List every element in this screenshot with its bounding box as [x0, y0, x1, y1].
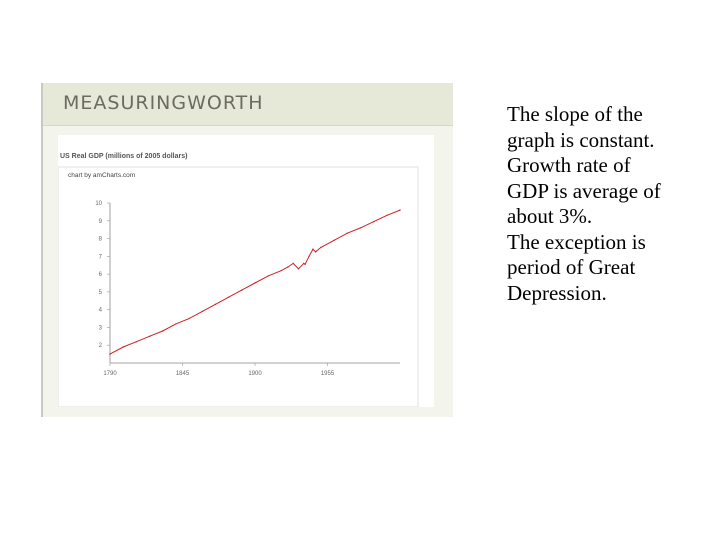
slide-text-line: Depression. — [507, 280, 607, 305]
chart-credit: chart by amCharts.com — [68, 172, 136, 179]
gdp-data-point — [188, 318, 189, 319]
gdp-data-point — [320, 247, 321, 248]
y-tick-label: 9 — [98, 218, 102, 225]
x-tick-label: 1955 — [320, 371, 335, 377]
y-tick-label: 2 — [98, 343, 102, 350]
gdp-data-point — [308, 256, 309, 257]
gdp-data-point — [360, 227, 361, 228]
gdp-data-point — [373, 221, 374, 222]
slide-text-line: GDP is average of — [507, 178, 661, 203]
gdp-line-chart — [58, 135, 434, 407]
slide-text-line: The exception is — [507, 229, 646, 254]
y-tick-label: 6 — [98, 272, 102, 279]
chart-container — [58, 135, 434, 407]
x-tick-label: 1900 — [248, 371, 262, 377]
gdp-data-point — [122, 346, 123, 347]
y-tick-label: 4 — [98, 307, 102, 314]
gdp-data-point — [175, 323, 176, 324]
y-tick-label: 7 — [98, 254, 102, 261]
slide-text-line: Growth rate of — [507, 153, 631, 177]
slide-text-line: graph is constant. — [507, 127, 655, 152]
gdp-data-point — [202, 311, 203, 312]
gdp-data-point — [287, 266, 288, 267]
gdp-data-point — [347, 233, 348, 234]
slide-text-line: about 3%. — [507, 204, 593, 228]
gdp-data-point — [281, 270, 282, 271]
brand-header — [43, 83, 453, 126]
gdp-data-point — [399, 209, 400, 210]
gdp-data-point — [109, 353, 110, 354]
gdp-data-point — [312, 249, 313, 250]
slide-text-line: The slope of the — [507, 102, 643, 126]
gdp-data-point — [304, 264, 305, 265]
x-tick-label: 1790 — [103, 371, 117, 377]
gdp-data-point — [333, 240, 334, 241]
measuringworth-panel — [41, 83, 453, 417]
y-tick-label: 3 — [98, 325, 102, 332]
gdp-data-point — [136, 341, 137, 342]
gdp-data-point — [293, 263, 294, 264]
gdp-data-point — [386, 215, 387, 216]
gdp-data-point — [241, 289, 242, 290]
gdp-data-point — [267, 275, 268, 276]
brand-logo: MEASURINGWORTH — [63, 92, 264, 114]
gdp-data-point — [254, 282, 255, 283]
slide-text-line: period of Great — [507, 255, 636, 279]
gdp-data-point — [315, 251, 316, 252]
y-tick-label: 8 — [98, 236, 102, 243]
gdp-data-point — [215, 304, 216, 305]
gdp-data-point — [149, 336, 150, 337]
gdp-data-point — [228, 297, 229, 298]
y-tick-label: 5 — [98, 289, 102, 296]
gdp-data-point — [162, 330, 163, 331]
gdp-data-point — [303, 263, 304, 264]
y-tick-label: 10 — [95, 201, 102, 207]
x-tick-label: 1845 — [175, 371, 190, 377]
chart-title: US Real GDP (millions of 2005 dollars) — [60, 153, 188, 160]
slide-text — [507, 102, 707, 306]
gdp-data-point — [298, 268, 299, 269]
